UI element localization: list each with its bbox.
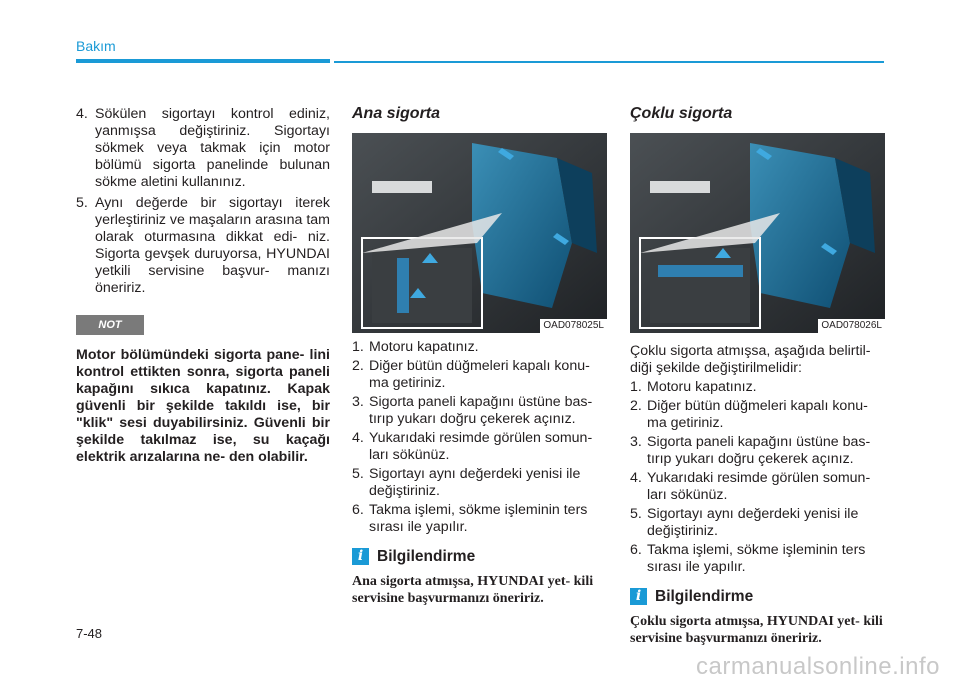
info-text: Çoklu sigorta atmışsa, HYUNDAI yet- kili servisine başvurmanızı öneririz. bbox=[630, 614, 883, 646]
info-heading bbox=[630, 588, 885, 605]
steps-list bbox=[352, 339, 607, 536]
fuse-box-illustration bbox=[352, 133, 607, 333]
list-item: 5. Sigortayı aynı değerdeki yenisi ile değiştiriniz. bbox=[630, 506, 859, 539]
watermark: carmanualsonline.info bbox=[696, 653, 940, 680]
info-title: Bilgilendirme bbox=[655, 588, 754, 605]
section-header: Bakım bbox=[76, 38, 116, 54]
info-text: Ana sigorta atmışsa, HYUNDAI yet- kili servisine başvurmanızı öneririz. bbox=[352, 574, 594, 606]
note-badge: NOT bbox=[76, 315, 144, 335]
engine-fuse-box-photo bbox=[630, 133, 885, 333]
list-item: 1. Motoru kapatınız. bbox=[630, 379, 757, 395]
fuse-box-illustration bbox=[630, 133, 885, 333]
list-item: 1. Motoru kapatınız. bbox=[352, 339, 479, 355]
info-title: Bilgilendirme bbox=[377, 548, 476, 565]
page-number: 7-48 bbox=[76, 626, 103, 641]
list-item: 5. Aynı değerde bir sigortayı iterek yerleştiriniz ve maşaların arasına tam olarak oturmasına dikkat edi- niz. Sigorta gevşek duruyorsa, HYUNDAI yetkili servisine başvur- manızı öneririz. bbox=[76, 195, 330, 296]
list-item: 6. Takma işlemi, sökme işleminin ters sırası ile yapılır. bbox=[352, 502, 588, 535]
info-icon: i bbox=[352, 548, 369, 565]
image-caption: OAD078025L bbox=[540, 319, 607, 333]
list-item: 2. Diğer bütün düğmeleri kapalı konu- ma getiriniz. bbox=[352, 358, 590, 391]
column-left bbox=[76, 106, 330, 466]
list-item: 6. Takma işlemi, sökme işleminin ters sırası ile yapılır. bbox=[630, 542, 866, 575]
header-rule bbox=[334, 61, 884, 63]
column-main-fuse bbox=[352, 104, 607, 607]
intro-text: Çoklu sigorta atmışsa, aşağıda belirtil- diği şekilde değiştirilmelidir: bbox=[630, 343, 871, 376]
info-icon: i bbox=[630, 588, 647, 605]
steps-list bbox=[630, 379, 885, 576]
list-item: 4. Sökülen sigortayı kontrol ediniz, yanmışsa değiştiriniz. Sigortayı sökmek veya takmak için motor bölümü sigorta panelinde bulunan sökme aletini kullanınız. bbox=[76, 106, 330, 190]
column-multi-fuse bbox=[630, 104, 885, 647]
image-caption: OAD078026L bbox=[818, 319, 885, 333]
section-title-multi-fuse: Çoklu sigorta bbox=[630, 105, 733, 122]
engine-fuse-box-photo bbox=[352, 133, 607, 333]
note-text: Motor bölümündeki sigorta pane- lini kontrol ettikten sonra, sigorta paneli kapağını sıkıca kapatınız. Kapak güvenli bir şekilde takıldı ise, bir "klik" sesi duyabilirsiniz. Güvenli bir şekilde takılmaz ise, su kaçağı elektrik arızalarına ne- den olabilir. bbox=[76, 347, 330, 465]
info-heading bbox=[352, 548, 607, 565]
section-title-main-fuse: Ana sigorta bbox=[352, 105, 441, 122]
list-item: 4. Yukarıdaki resimde görülen somun- ları sökünüz. bbox=[352, 430, 593, 463]
list-item: 5. Sigortayı aynı değerdeki yenisi ile değiştiriniz. bbox=[352, 466, 581, 499]
list-item: 3. Sigorta paneli kapağını üstüne bas- tırıp yukarı doğru çekerek açınız. bbox=[352, 394, 593, 427]
header-rule-accent bbox=[76, 59, 330, 63]
list-item: 3. Sigorta paneli kapağını üstüne bas- tırıp yukarı doğru çekerek açınız. bbox=[630, 434, 871, 467]
list-item: 2. Diğer bütün düğmeleri kapalı konu- ma getiriniz. bbox=[630, 398, 868, 431]
list-item: 4. Yukarıdaki resimde görülen somun- ları sökünüz. bbox=[630, 470, 871, 503]
